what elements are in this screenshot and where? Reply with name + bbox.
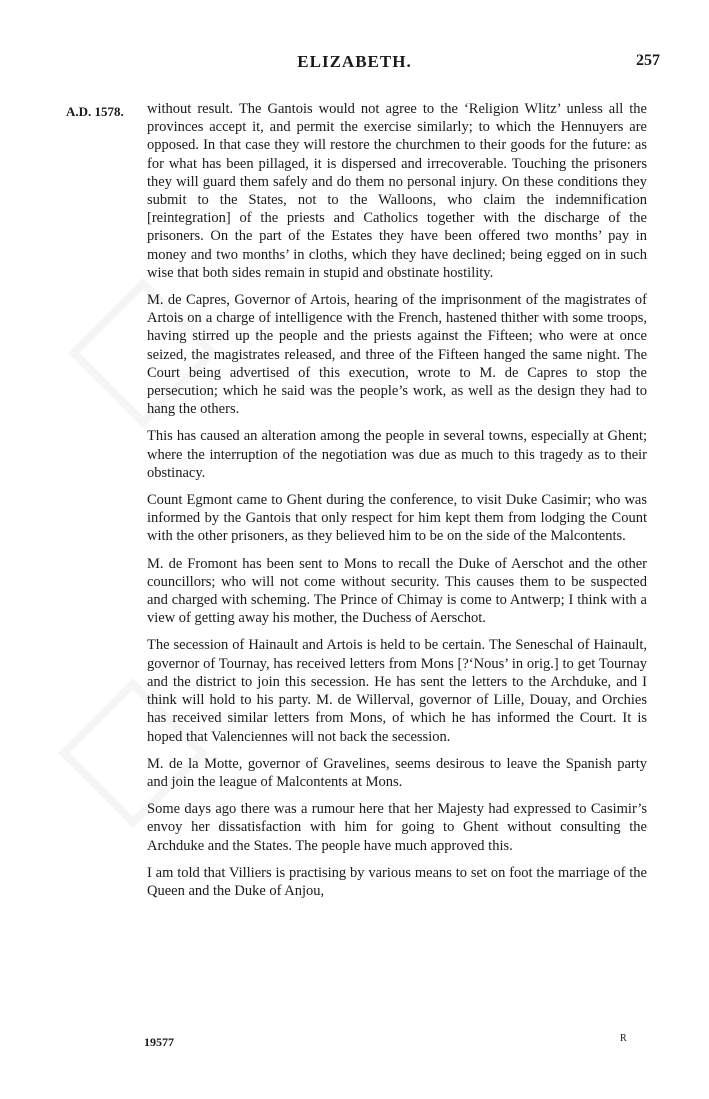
paragraph: without result. The Gantois would not agree to the ‘Religion Wlitz’ unless all the provinces accept it, and permit the exercise similarly; to which the Hennuyers are opposed. In that case they will restore the churchmen to their goods for the future: as for what has been pillaged, it is dispersed and irrecoverable. Touching the prisoners they will guard them safely and do them no personal injury. On these conditions they submit to the States, not to the Walloons, who claim the indemnification [reintegration] of the priests and Catholics together with the discharge of the prisoners. On the part of the Estates they have been offered two months’ pay in money and two months’ in cloths, which they have declined; being egged on in such wise that both sides remain in stupid and obstinate hostility. <box>147 101 647 281</box>
paragraph: M. de Fromont has been sent to Mons to recall the Duke of Aerschot and the other councillors; who will not come without security. This causes them to be suspected and charged with scheming. The Prince of Chimay is come to Antwerp; I think with a view of getting away his mother, the Duchess of Aerschot. <box>147 555 647 627</box>
paragraph: M. de la Motte, governor of Gravelines, seems desirous to leave the Spanish party and join the league of Malcontents at Mons. <box>147 755 647 790</box>
signature-mark: R <box>620 1033 627 1044</box>
paragraph: The secession of Hainault and Artois is held to be certain. The Seneschal of Hainault, governor of Tournay, has received letters from Mons [?‘Nous’ in orig.] to get Tournay and the district to join this secession. He has sent the letters to the Archduke, and I think will hold to his party. M. de Willerval, governor of Lille, Douay, and Orchies has received similar letters from Mons, of which he has informed the Court. It is hoped that Valenciennes will not back the secession. <box>147 637 647 745</box>
paragraph: Count Egmont came to Ghent during the conference, to visit Duke Casimir; who was informed by the Gantois that only respect for him kept them from lodging the Count with the other prisoners, as they believed him to be on the side of the Malcontents. <box>147 492 647 545</box>
running-title: ELIZABETH. <box>297 52 412 71</box>
paragraph: This has caused an alteration among the people in several towns, especially at Ghent; where the interruption of the negotiation was due as much to this tragedy as to their obstinacy. <box>147 428 647 481</box>
paragraph: Some days ago there was a rumour here that her Majesty had expressed to Casimir’s envoy her dissatisfaction with him for going to Ghent without consulting the Archduke and the States. The people have much approved this. <box>147 801 647 854</box>
body-text <box>147 100 647 909</box>
paragraph: I am told that Villiers is practising by various means to set on foot the marriage of the Queen and the Duke of Anjou, <box>147 864 647 899</box>
running-head <box>0 52 709 76</box>
printer-signature: 19577 <box>144 1035 174 1049</box>
page-number: 257 <box>636 52 660 69</box>
margin-date: A.D. 1578. <box>66 104 124 119</box>
paragraph: M. de Capres, Governor of Artois, hearing of the imprisonment of the magistrates of Artois on a charge of intelligence with the French, hastened thither with some troops, having stirred up the people and the priests against the Fifteen; who were at once seized, the magistrates released, and three of the Fifteen hanged the same night. The Court being advertised of this execution, wrote to M. de Capres to stop the persecution; which he said was the people’s work, as well as the design they had to hang the others. <box>147 292 647 418</box>
